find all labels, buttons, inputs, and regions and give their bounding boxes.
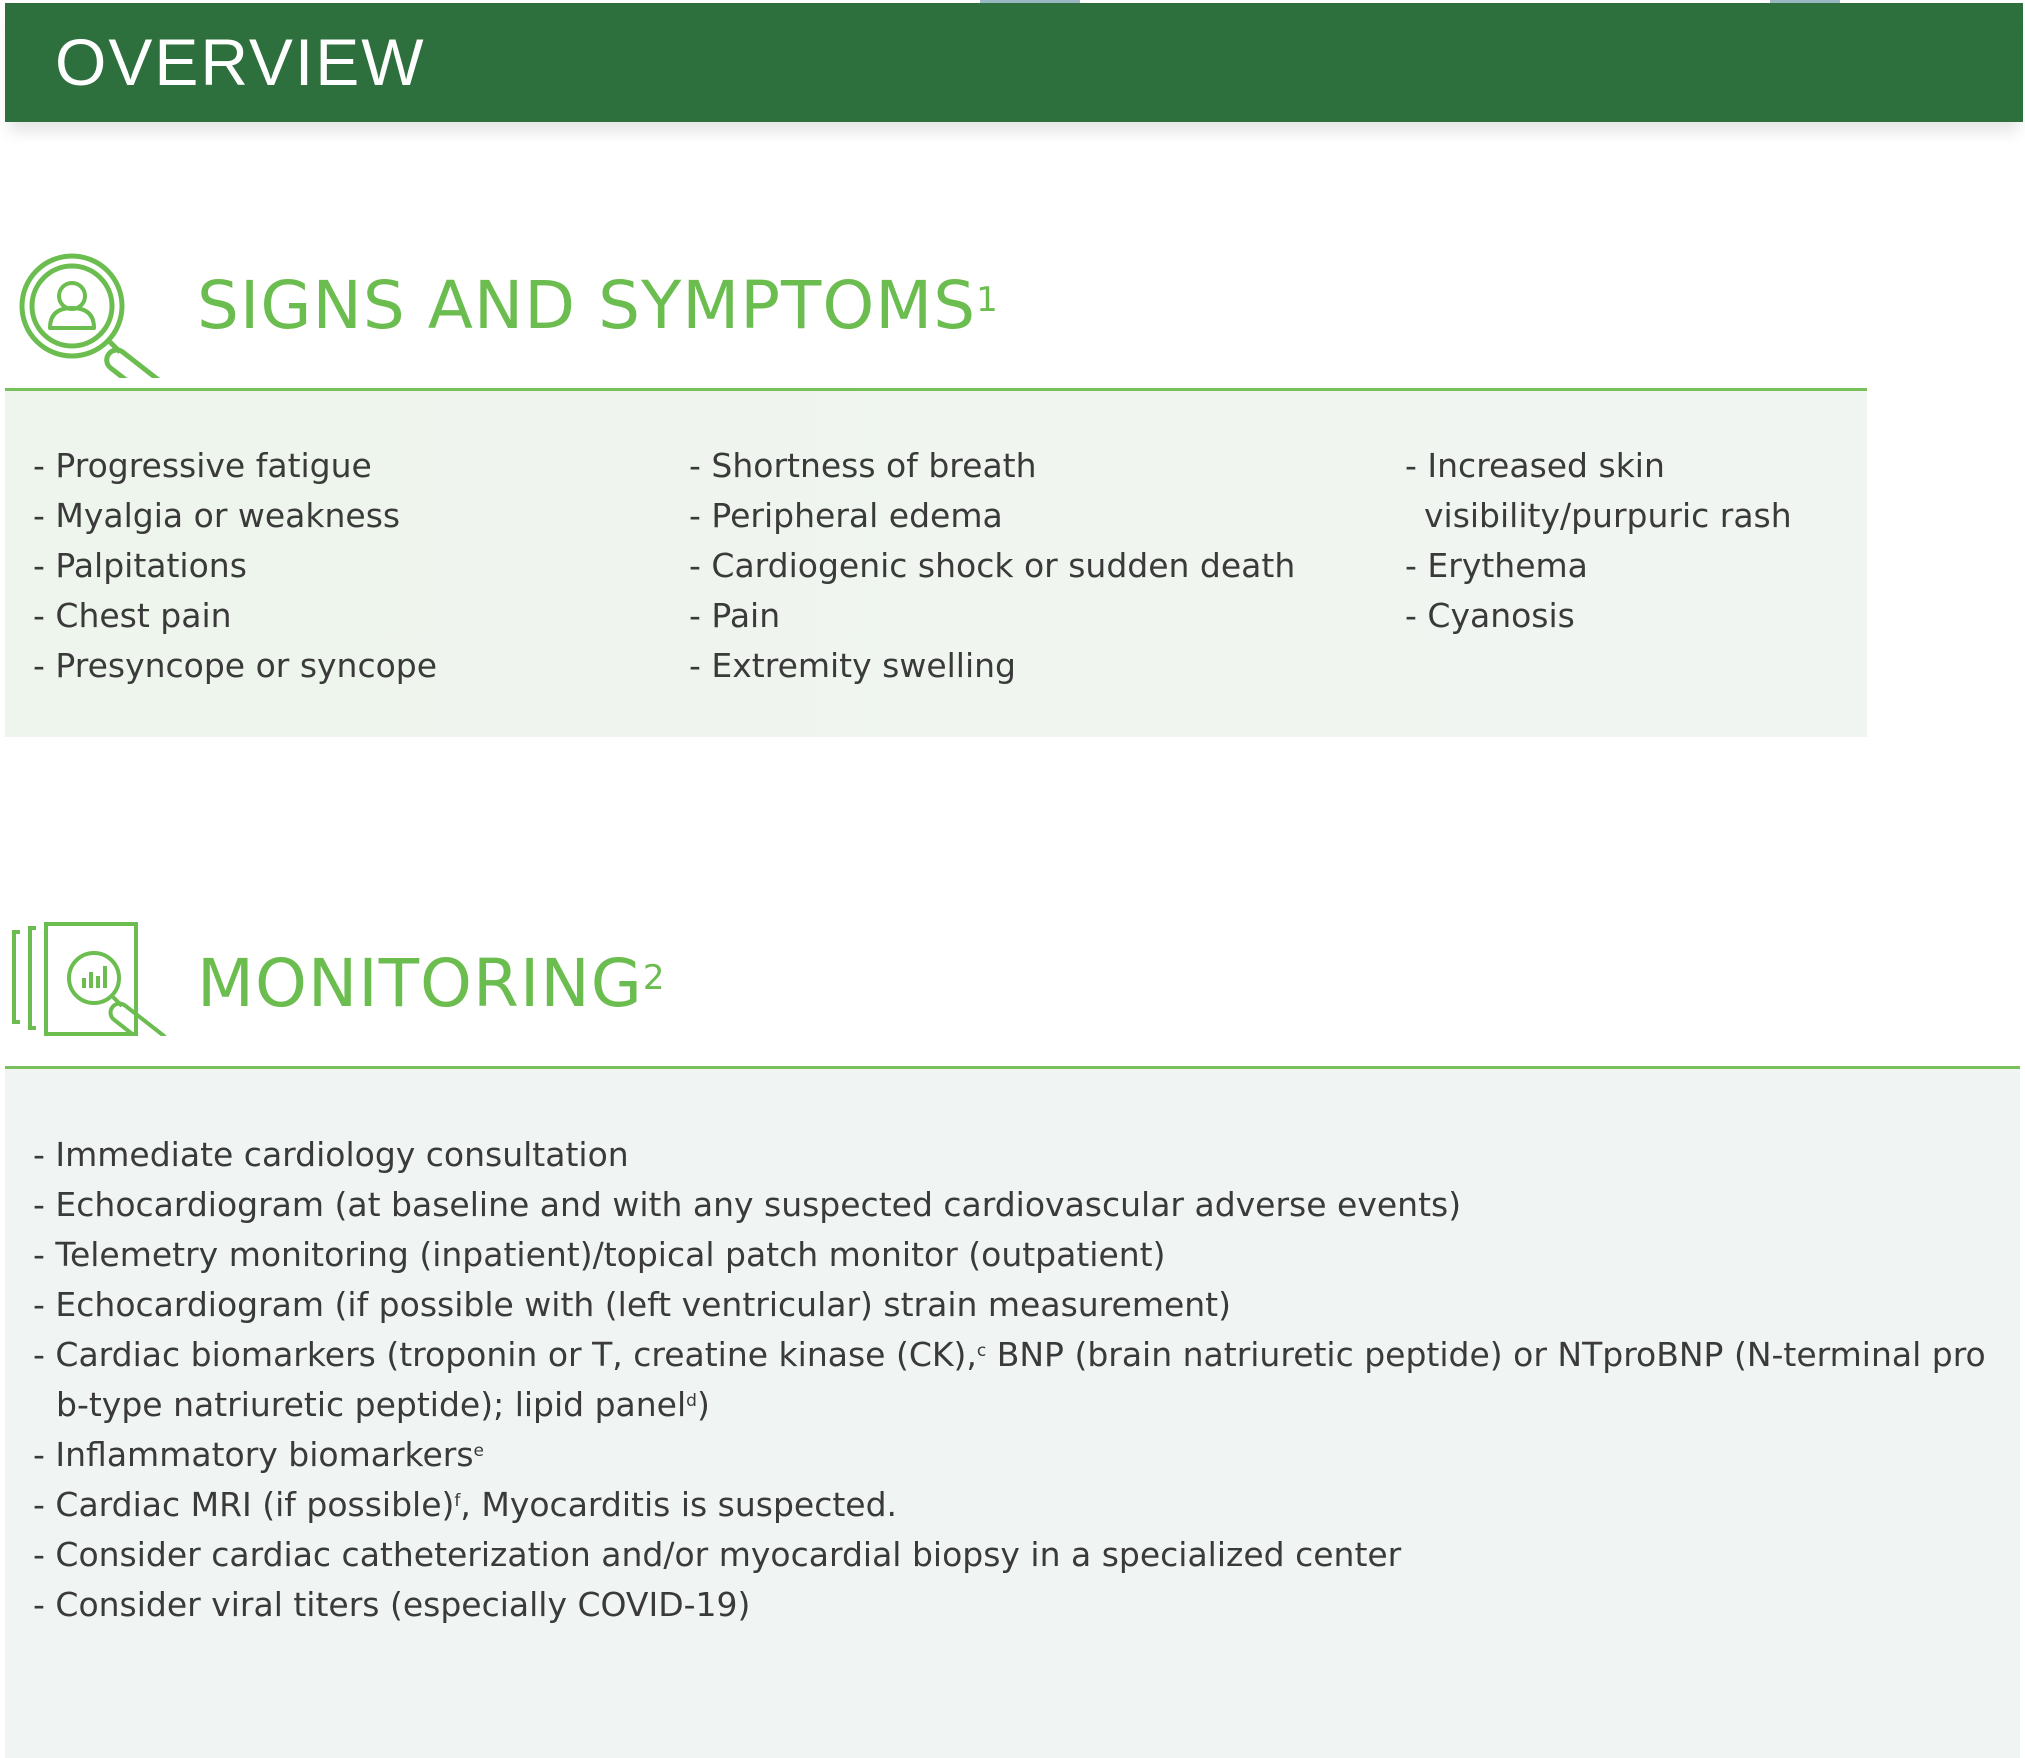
signs-ref-superscript: 1: [976, 280, 999, 320]
footnote-superscript: f: [454, 1491, 461, 1511]
list-item: [33, 1230, 1993, 1280]
list-item: - Cardiogenic shock or sudden death: [689, 541, 1369, 591]
list-item-text: Echocardiogram (if possible with (left ventricular) strain measurement): [55, 1285, 1231, 1324]
list-item: [33, 1130, 1993, 1180]
list-item-text: Telemetry monitoring (inpatient)/topical patch monitor (outpatient): [55, 1235, 1166, 1274]
monitoring-section-title: [197, 946, 665, 1022]
monitoring-list: [33, 1130, 1993, 1630]
list-item: - Progressive fatigue: [33, 441, 653, 491]
list-item-text: Consider viral titers (especially COVID-19): [55, 1585, 751, 1624]
overview-header-bar: [5, 3, 2023, 122]
monitoring-title-text: MONITORING: [197, 945, 643, 1022]
list-item: - Extremity swelling: [689, 641, 1369, 691]
list-item-text: Cardiac MRI (if possible): [55, 1485, 455, 1524]
list-item: [33, 1480, 1993, 1530]
list-item: - Palpitations: [33, 541, 653, 591]
page-title: OVERVIEW: [55, 25, 426, 99]
list-item-text: Cardiac biomarkers (troponin or T, creatine kinase (CK),: [55, 1335, 977, 1374]
signs-column-3: [1405, 441, 1805, 641]
footnote-superscript: c: [976, 1341, 987, 1361]
list-item-text: Consider cardiac catheterization and/or myocardial biopsy in a specialized center: [55, 1535, 1402, 1574]
signs-column-1: [33, 441, 653, 691]
list-item-text: , Myocarditis is suspected.: [460, 1485, 898, 1524]
list-item: [33, 1580, 1993, 1630]
list-item: - Erythema: [1405, 541, 1805, 591]
signs-panel: [5, 391, 1867, 737]
list-item-text: Echocardiogram (at baseline and with any suspected cardiovascular adverse events): [55, 1185, 1462, 1224]
report-magnifier-icon: [10, 922, 190, 1036]
list-item: [33, 1530, 1993, 1580]
list-item: - Chest pain: [33, 591, 653, 641]
search-person-icon: [10, 250, 180, 378]
signs-title-text: SIGNS AND SYMPTOMS: [197, 267, 977, 344]
list-item-text: Inflammatory biomarkers: [55, 1435, 474, 1474]
signs-column-2: [689, 441, 1369, 691]
list-item: - Presyncope or syncope: [33, 641, 653, 691]
list-item: [33, 1430, 1993, 1480]
list-item: - Pain: [689, 591, 1369, 641]
list-item: [33, 1280, 1993, 1330]
list-item-text: ): [696, 1385, 710, 1424]
list-item: [33, 1330, 1993, 1430]
list-item: [33, 1180, 1993, 1230]
list-item: - Increased skin visibility/purpuric rash: [1405, 441, 1794, 541]
list-item-text: BNP (brain natriuretic peptide) or NTproBNP (N-terminal pro b-type natriuretic peptide); lipid panel: [56, 1335, 1986, 1424]
signs-section-title: [197, 268, 999, 344]
list-item-text: Immediate cardiology consultation: [55, 1135, 629, 1174]
footnote-superscript: e: [473, 1441, 484, 1461]
list-item: - Cyanosis: [1405, 591, 1805, 641]
list-item: - Myalgia or weakness: [33, 491, 653, 541]
list-item: - Peripheral edema: [689, 491, 1369, 541]
list-item: - Shortness of breath: [689, 441, 1369, 491]
monitoring-ref-superscript: 2: [642, 958, 666, 998]
footnote-superscript: d: [686, 1391, 697, 1411]
